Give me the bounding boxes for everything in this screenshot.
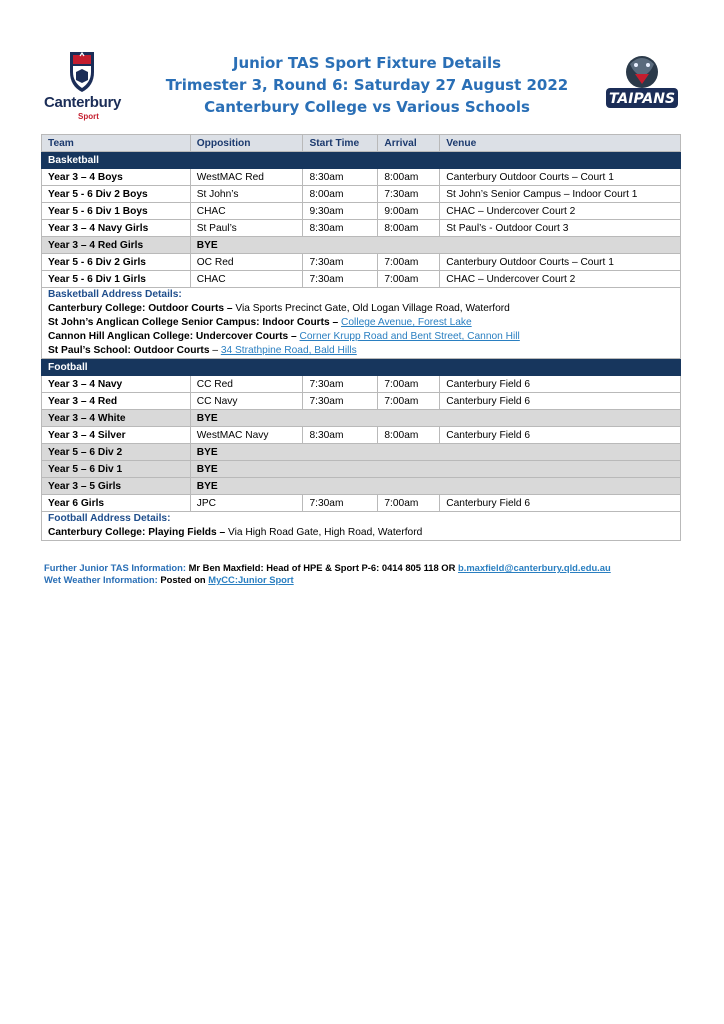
col-opposition: Opposition <box>190 135 303 152</box>
section-basketball: Basketball <box>42 152 681 169</box>
table-row-bye: Year 5 – 6 Div 1 BYE <box>42 461 681 478</box>
title-line-1: Junior TAS Sport Fixture Details <box>232 54 502 72</box>
table-row-bye: Year 3 – 4 Red Girls BYE <box>42 237 681 254</box>
address-link-forest-lake[interactable]: College Avenue, Forest Lake <box>341 317 472 328</box>
page-header <box>42 44 682 128</box>
taipans-wordmark: TAIPANS <box>608 91 676 107</box>
document-title-block <box>142 52 592 118</box>
address-line: St John’s Anglican College Senior Campus: Indoor Courts – College Avenue, Forest Lake <box>48 317 472 328</box>
table-row: Year 3 – 4 Navy Girls St Paul’s 8:30am 8:00am St Paul’s - Outdoor Court 3 <box>42 220 681 237</box>
table-header-row <box>42 135 681 152</box>
footer-info <box>44 562 611 586</box>
address-line: Canterbury College: Outdoor Courts – Via Sports Precinct Gate, Old Logan Village Road, Waterford <box>48 303 510 314</box>
basketball-address-row <box>42 288 681 359</box>
table-row: Year 3 – 4 Red CC Navy 7:30am 7:00am Canterbury Field 6 <box>42 393 681 410</box>
canterbury-sport-logo <box>42 50 134 120</box>
title-line-3: Canterbury College vs Various Schools <box>204 98 530 116</box>
section-football: Football <box>42 359 681 376</box>
table-row-bye: Year 5 – 6 Div 2 BYE <box>42 444 681 461</box>
table-row: Year 5 - 6 Div 2 Girls OC Red 7:30am 7:00am Canterbury Outdoor Courts – Court 1 <box>42 254 681 271</box>
col-start-time: Start Time <box>303 135 378 152</box>
address-line: Cannon Hill Anglican College: Undercover Courts – Corner Krupp Road and Bent Street, Cannon Hill <box>48 331 520 342</box>
sport-wordmark: Sport <box>78 112 99 121</box>
taipans-snake-icon <box>602 50 682 116</box>
football-address-title: Football Address Details: <box>48 513 171 524</box>
crest-icon <box>42 50 134 94</box>
address-line: Canterbury College: Playing Fields – Via High Road Gate, High Road, Waterford <box>48 527 423 538</box>
taipans-logo <box>602 50 682 116</box>
table-row: Year 3 – 4 Navy CC Red 7:30am 7:00am Canterbury Field 6 <box>42 376 681 393</box>
table-row: Year 5 - 6 Div 1 Girls CHAC 7:30am 7:00am CHAC – Undercover Court 2 <box>42 271 681 288</box>
table-row-bye: Year 3 – 4 White BYE <box>42 410 681 427</box>
fixture-table <box>41 134 681 541</box>
football-address-row <box>42 512 681 541</box>
table-row: Year 3 – 4 Silver WestMAC Navy 8:30am 8:00am Canterbury Field 6 <box>42 427 681 444</box>
address-link-bald-hills[interactable]: 34 Strathpine Road, Bald Hills <box>220 345 357 356</box>
table-row: Year 6 Girls JPC 7:30am 7:00am Canterbury Field 6 <box>42 495 681 512</box>
table-row: Year 5 - 6 Div 1 Boys CHAC 9:30am 9:00am CHAC – Undercover Court 2 <box>42 203 681 220</box>
mycc-junior-sport-link[interactable]: MyCC:Junior Sport <box>208 574 294 585</box>
table-row-bye: Year 3 – 5 Girls BYE <box>42 478 681 495</box>
basketball-address-title: Basketball Address Details: <box>48 289 182 300</box>
email-link[interactable]: b.maxfield@canterbury.qld.edu.au <box>457 562 611 573</box>
address-line: St Paul’s School: Outdoor Courts – 34 Strathpine Road, Bald Hills <box>48 345 357 356</box>
further-info-line: Further Junior TAS Information: Mr Ben Maxfield: Head of HPE & Sport P-6: 0414 805 118 OR b.maxfield@canterbury.qld.edu.au <box>44 562 611 573</box>
table-row: Year 3 – 4 Boys WestMAC Red 8:30am 8:00am Canterbury Outdoor Courts – Court 1 <box>42 169 681 186</box>
canterbury-wordmark: Canterbury <box>44 94 122 111</box>
col-arrival: Arrival <box>378 135 440 152</box>
col-venue: Venue <box>440 135 681 152</box>
address-link-cannon-hill[interactable]: Corner Krupp Road and Bent Street, Cannon Hill <box>299 331 520 342</box>
table-row: Year 5 - 6 Div 2 Boys St John’s 8:00am 7:30am St John’s Senior Campus – Indoor Court 1 <box>42 186 681 203</box>
col-team: Team <box>42 135 191 152</box>
wet-weather-line: Wet Weather Information: Posted on MyCC:Junior Sport <box>44 574 294 585</box>
title-line-2: Trimester 3, Round 6: Saturday 27 August 2022 <box>165 76 569 94</box>
